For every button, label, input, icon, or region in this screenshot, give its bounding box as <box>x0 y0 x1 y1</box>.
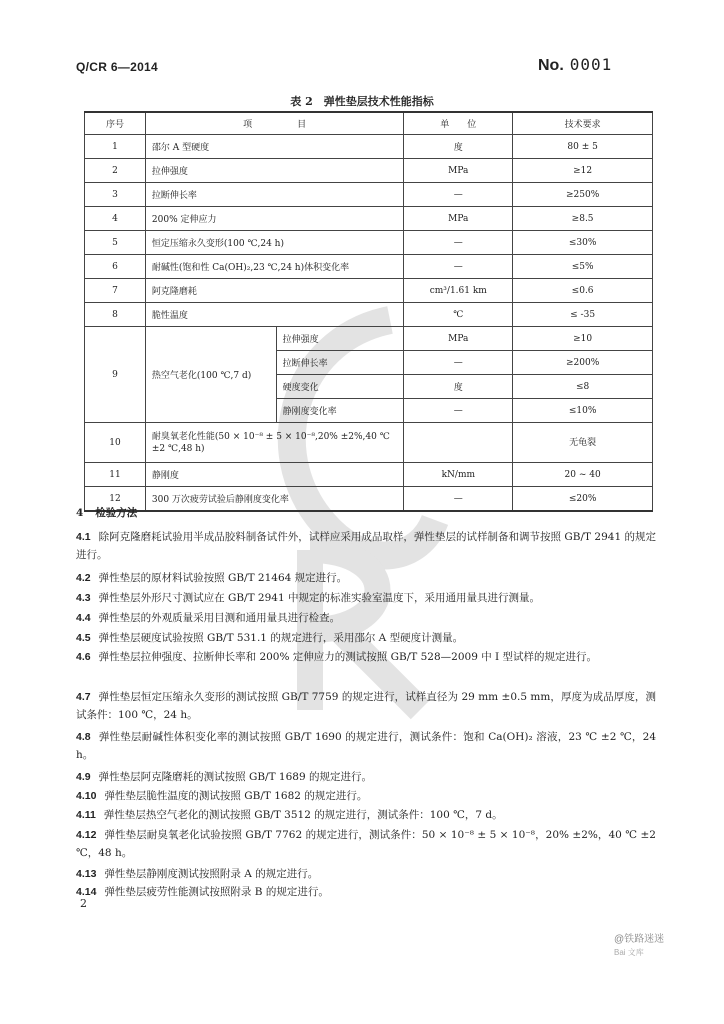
cell-item: 静刚度 <box>145 463 403 487</box>
cell-no: 8 <box>85 303 146 327</box>
cell-item: 邵尔 A 型硬度 <box>145 135 403 159</box>
clause-text: 弹性垫层硬度试验按照 GB/T 531.1 的规定进行，采用邵尔 A 型硬度计测量。 <box>98 632 464 644</box>
paragraph <box>76 883 656 901</box>
clause-text: 弹性垫层热空气老化的测试按照 GB/T 3512 的规定进行，测试条件：100 ℃，7 d。 <box>103 809 503 821</box>
clause-number: 4.13 <box>76 868 97 880</box>
paragraph <box>76 806 656 824</box>
paragraph <box>76 528 656 564</box>
cell-no: 6 <box>85 255 146 279</box>
clause-text: 弹性垫层耐臭氧老化试验按照 GB/T 7762 的规定进行，测试条件：50 × 10⁻⁸ ± 5 × 10⁻⁸，20% ±2%，40 ℃ ±2 ℃，48 h。 <box>76 829 656 859</box>
cell-unit: — <box>404 399 513 423</box>
cell-req: ≤ -35 <box>513 303 653 327</box>
cell-no: 10 <box>85 423 146 463</box>
cell-unit: — <box>404 231 513 255</box>
col-header-item: 项 目 <box>145 112 403 135</box>
cell-unit: cm³/1.61 km <box>404 279 513 303</box>
clause-text: 弹性垫层疲劳性能测试按照附录 B 的规定进行。 <box>104 886 329 898</box>
clause-number: 4.14 <box>76 886 97 898</box>
clause-number: 4.11 <box>76 809 96 821</box>
cell-req: ≥200% <box>513 351 653 375</box>
table-row <box>85 423 653 463</box>
cell-req: ≤5% <box>513 255 653 279</box>
clause-number: 4.9 <box>76 771 91 783</box>
clause-text: 弹性垫层静刚度测试按照附录 A 的规定进行。 <box>104 868 319 880</box>
clause-text: 弹性垫层阿克隆磨耗的测试按照 GB/T 1689 的规定进行。 <box>98 771 372 783</box>
paragraph <box>76 569 656 587</box>
clause-number: 4.6 <box>76 651 91 663</box>
cell-req: ≥10 <box>513 327 653 351</box>
cell-no: 11 <box>85 463 146 487</box>
number-label: No. <box>538 57 564 74</box>
clause-text: 弹性垫层的外观质量采用目测和通用量具进行检查。 <box>98 612 341 624</box>
cell-req: ≥8.5 <box>513 207 653 231</box>
table-row <box>85 183 653 207</box>
paragraph <box>76 768 656 786</box>
paragraph <box>76 787 656 805</box>
table-row <box>85 279 653 303</box>
clause-text: 弹性垫层耐碱性体积变化率的测试按照 GB/T 1690 的规定进行，测试条件：饱和 Ca(OH)₂ 溶液，23 ℃ ±2 ℃，24 h。 <box>76 731 656 761</box>
table-row <box>85 231 653 255</box>
cell-unit: — <box>404 487 513 512</box>
cell-unit: MPa <box>404 207 513 231</box>
cell-req: 20 ~ 40 <box>513 463 653 487</box>
document-number <box>538 55 612 75</box>
paragraph <box>76 648 656 666</box>
cell-no: 9 <box>85 327 146 423</box>
cell-req: ≤0.6 <box>513 279 653 303</box>
clause-number: 4.1 <box>76 531 91 543</box>
cell-unit: MPa <box>404 327 513 351</box>
paragraph <box>76 589 656 607</box>
baidu-watermark <box>614 930 664 958</box>
clause-number: 4.7 <box>76 691 91 703</box>
cell-no: 2 <box>85 159 146 183</box>
cell-item: 耐碱性(饱和性 Ca(OH)₂,23 ℃,24 h)体积变化率 <box>145 255 403 279</box>
cell-no: 7 <box>85 279 146 303</box>
clause-text: 除阿克隆磨耗试验用半成品胶料制备试件外，试样应采用成品取样，弹性垫层的试样制备和调节按照 GB/T 2941 的规定进行。 <box>76 531 656 561</box>
cell-unit: — <box>404 255 513 279</box>
table-row <box>85 487 653 512</box>
cell-unit <box>404 423 513 463</box>
clause-number: 4.2 <box>76 572 91 584</box>
clause-number: 4.4 <box>76 612 91 624</box>
cell-subitem: 拉伸强度 <box>276 327 404 351</box>
spec-table <box>84 111 653 512</box>
cell-item: 拉伸强度 <box>145 159 403 183</box>
table-header-row <box>85 112 653 135</box>
cell-unit: 度 <box>404 135 513 159</box>
clause-number: 4.8 <box>76 731 91 743</box>
baidu-watermark-text: @铁路迷迷 <box>614 934 665 945</box>
clause-text: 弹性垫层拉伸强度、拉断伸长率和 200% 定伸应力的测试按照 GB/T 528—2009 中 Ⅰ 型试样的规定进行。 <box>98 651 598 663</box>
cell-unit: — <box>404 183 513 207</box>
cell-item: 200% 定伸应力 <box>145 207 403 231</box>
cell-no: 3 <box>85 183 146 207</box>
paragraph <box>76 609 656 627</box>
cell-req: 80 ± 5 <box>513 135 653 159</box>
cell-subitem: 静刚度变化率 <box>276 399 404 423</box>
col-header-unit: 单 位 <box>404 112 513 135</box>
number-value: 0001 <box>569 55 613 74</box>
page-number: 2 <box>80 897 87 910</box>
clause-number: 4.5 <box>76 632 91 644</box>
cell-no: 12 <box>85 487 146 512</box>
cell-item: 耐臭氧老化性能(50 × 10⁻⁸ ± 5 × 10⁻⁸,20% ±2%,40 ℃ ±2 ℃,48 h) <box>145 423 403 463</box>
col-header-req: 技术要求 <box>513 112 653 135</box>
table-row <box>85 303 653 327</box>
cell-item: 恒定压缩永久变形(100 ℃,24 h) <box>145 231 403 255</box>
table-row <box>85 159 653 183</box>
table-row <box>85 463 653 487</box>
section-title: 检验方法 <box>95 507 138 519</box>
section-heading <box>76 505 137 520</box>
clause-text: 弹性垫层的原材料试验按照 GB/T 21464 规定进行。 <box>98 572 348 584</box>
paragraph <box>76 826 656 862</box>
cell-req: ≤8 <box>513 375 653 399</box>
cell-item: 拉断伸长率 <box>145 183 403 207</box>
cell-no: 5 <box>85 231 146 255</box>
table-row <box>85 135 653 159</box>
cell-req: ≤20% <box>513 487 653 512</box>
cell-item: 热空气老化(100 ℃,7 d) <box>145 327 276 423</box>
cell-item: 300 万次疲劳试验后静刚度变化率 <box>145 487 403 512</box>
clause-number: 4.12 <box>76 829 97 841</box>
cell-item: 阿克隆磨耗 <box>145 279 403 303</box>
clause-text: 弹性垫层恒定压缩永久变形的测试按照 GB/T 7759 的规定进行，试样直径为 29 mm ±0.5 mm，厚度为成品厚度，测试条件：100 ℃，24 h。 <box>76 691 656 721</box>
clause-text: 弹性垫层外形尺寸测试应在 GB/T 2941 中规定的标准实验室温度下，采用通用量具进行测量。 <box>98 592 540 604</box>
baidu-watermark-sub: Bai 文库 <box>614 948 644 957</box>
section-number: 4 <box>76 507 84 519</box>
cell-unit: ℃ <box>404 303 513 327</box>
cell-subitem: 拉断伸长率 <box>276 351 404 375</box>
cell-unit: MPa <box>404 159 513 183</box>
cell-req: 无龟裂 <box>513 423 653 463</box>
cell-subitem: 硬度变化 <box>276 375 404 399</box>
cell-req: ≤30% <box>513 231 653 255</box>
paragraph <box>76 865 656 883</box>
cell-unit: kN/mm <box>404 463 513 487</box>
table-title: 表 2 弹性垫层技术性能指标 <box>290 95 434 108</box>
table-row <box>85 207 653 231</box>
cell-req: ≤10% <box>513 399 653 423</box>
table-row <box>85 255 653 279</box>
cell-unit: 度 <box>404 375 513 399</box>
table-row <box>85 327 653 351</box>
cell-req: ≥250% <box>513 183 653 207</box>
clause-text: 弹性垫层脆性温度的测试按照 GB/T 1682 的规定进行。 <box>104 790 368 802</box>
cell-unit: — <box>404 351 513 375</box>
clause-number: 4.10 <box>76 790 97 802</box>
cell-no: 1 <box>85 135 146 159</box>
clause-number: 4.3 <box>76 592 91 604</box>
cell-req: ≥12 <box>513 159 653 183</box>
paragraph <box>76 728 656 764</box>
cell-item: 脆性温度 <box>145 303 403 327</box>
paragraph <box>76 688 656 724</box>
standard-code: Q/CR 6—2014 <box>76 60 159 74</box>
col-header-no: 序号 <box>85 112 146 135</box>
cell-no: 4 <box>85 207 146 231</box>
paragraph <box>76 629 656 647</box>
